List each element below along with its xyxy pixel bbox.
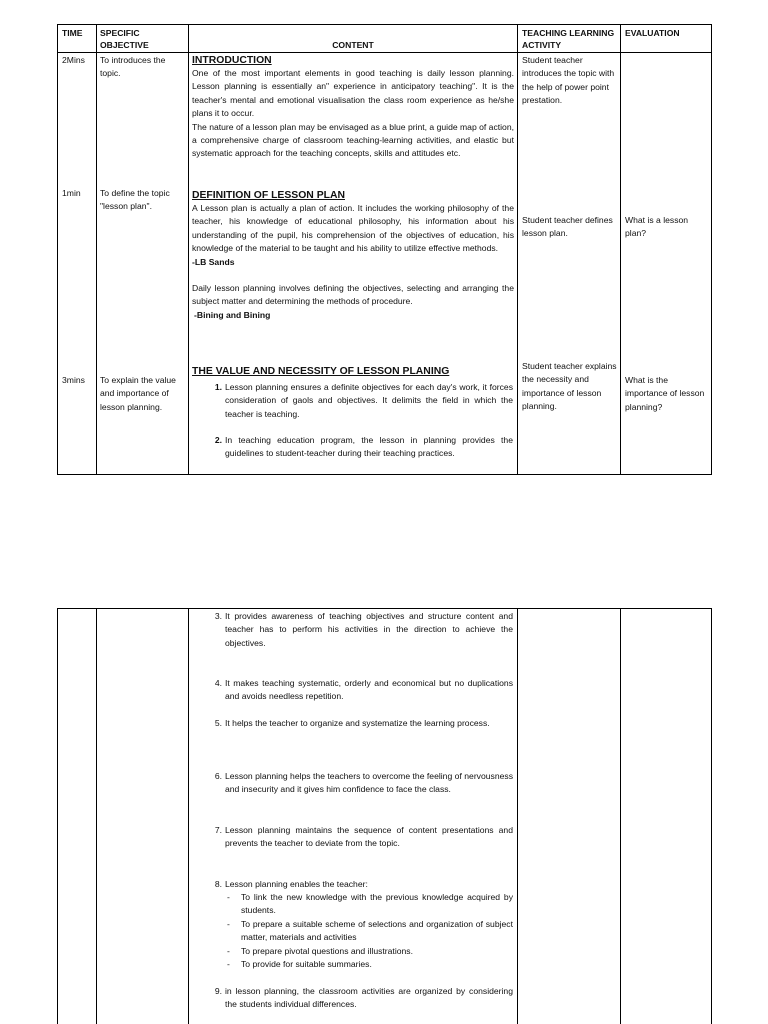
row-objective: To explain the value and importance of lesson planning. — [100, 375, 176, 412]
content-cell — [192, 189, 514, 322]
sub-dash: - — [227, 959, 230, 969]
list-number: 4. — [214, 678, 222, 688]
sub-text: To provide for suitable summaries. — [241, 959, 372, 969]
content-paragraph: Daily lesson planning involves defining the objectives, selecting and arranging the subject matter and determining the methods of procedure. — [192, 283, 514, 307]
row-time: 1min — [62, 188, 81, 198]
list-number: 5. — [214, 718, 222, 728]
citation: -LB Sands — [192, 256, 235, 267]
section-heading: THE VALUE AND NECESSITY OF LESSON PLANING — [192, 366, 450, 377]
sub-item — [227, 958, 513, 971]
list-text: Lesson planning maintains the sequence of content presentations and prevents the teacher to deviate from the topic. — [225, 825, 513, 849]
section-heading: DEFINITION OF LESSON PLAN — [192, 190, 345, 201]
list-number: 2. — [214, 435, 222, 445]
list-item — [214, 770, 513, 797]
list-item — [214, 381, 513, 421]
list-number: 9. — [214, 986, 222, 996]
list-text: Lesson planning enables the teacher: — [225, 879, 368, 889]
list-number: 3. — [214, 611, 222, 621]
header-divider — [58, 52, 711, 53]
list-number: 6. — [214, 771, 222, 781]
list-number: 1. — [214, 382, 222, 392]
row-activity: Student teacher defines lesson plan. — [522, 215, 613, 239]
content-paragraph: A Lesson plan is actually a plan of action. It includes the working philosophy of the teacher, his knowledge of educational philosophy, his information about his understanding of the pupil, his comprehension of the objectives of education, his knowledge of the material to be taught and his ability to utilize effective methods. — [192, 203, 514, 254]
list-item — [214, 717, 513, 730]
list-item — [214, 610, 513, 650]
list-text: Lesson planning helps the teachers to overcome the feeling of nervousness and insecurity and it gives him confidence to face the class. — [225, 771, 513, 795]
list-item — [214, 824, 513, 851]
sub-dash: - — [227, 892, 230, 902]
row-evaluation: What is the importance of lesson planning? — [625, 375, 705, 412]
content-paragraph: The nature of a lesson plan may be envisaged as a blue print, a guide map of action, a comprehensive charge of classroom teaching-learning activities, and elastic but systematic approach for the teaching concepts, skills and attitudes etc. — [192, 121, 514, 159]
content-cell — [192, 54, 514, 161]
header-time: TIME — [62, 28, 83, 38]
sub-item — [227, 918, 513, 945]
row-time: 2Mins — [62, 55, 85, 65]
list-text: It makes teaching systematic, orderly and economical but no duplications and avoids needless repetition. — [225, 678, 513, 702]
list-item — [214, 878, 513, 891]
sub-text: To link the new knowledge with the previous knowledge acquired by students. — [241, 892, 513, 916]
lesson-plan-table-continued — [57, 608, 712, 1024]
list-number: 8. — [214, 879, 222, 889]
list-text: It provides awareness of teaching objectives and structure content and teacher has to perform his activities in the direction to achieve the objectives. — [225, 611, 513, 648]
column-divider — [517, 25, 518, 474]
sub-item — [227, 945, 513, 958]
column-divider — [188, 25, 189, 474]
row-evaluation: What is a lesson plan? — [625, 215, 689, 239]
column-divider — [517, 609, 518, 1024]
sub-dash: - — [227, 946, 230, 956]
list-item — [214, 434, 513, 461]
header-evaluation: EVALUATION — [625, 28, 680, 38]
list-item — [214, 985, 513, 1012]
row-activity: Student teacher explains the necessity and importance of lesson planning. — [522, 361, 617, 412]
content-paragraph: One of the most important elements in good teaching is daily lesson planning. Lesson planning is essentially an" experience in anticipatory teaching". It is the teacher's mental and emotional visualisation the class room experience as he/she plans it to occur. — [192, 68, 514, 119]
sub-text: To prepare a suitable scheme of selections and organization of subject matter, materials and activities — [241, 919, 513, 943]
lesson-plan-table — [57, 24, 712, 475]
header-objective: SPECIFIC OBJECTIVE — [100, 28, 149, 50]
header-activity: TEACHING LEARNING ACTIVITY — [522, 28, 615, 50]
list-text: Lesson planning ensures a definite objectives for each day's work, it forces consideration of gaols and objectives. It delimits the field in which the teacher is teaching. — [225, 382, 513, 419]
row-objective: To introduces the topic. — [100, 55, 166, 79]
column-divider — [96, 25, 97, 474]
column-divider — [620, 609, 621, 1024]
column-divider — [620, 25, 621, 474]
sub-dash: - — [227, 919, 230, 929]
row-activity: Student teacher introduces the topic with the help of power point prestation. — [522, 55, 615, 106]
list-number: 7. — [214, 825, 222, 835]
row-time: 3mins — [62, 375, 85, 385]
list-item — [214, 677, 513, 704]
column-divider — [188, 609, 189, 1024]
header-content: CONTENT — [332, 40, 374, 50]
column-divider — [96, 609, 97, 1024]
list-text: in lesson planning, the classroom activities are organized by considering the students individual differences. — [225, 986, 513, 1010]
list-text: It helps the teacher to organize and systematize the learning process. — [225, 718, 490, 728]
row-objective: To define the topic "lesson plan". — [100, 188, 170, 212]
sub-text: To prepare pivotal questions and illustrations. — [241, 946, 413, 956]
citation: -Bining and Bining — [194, 309, 271, 320]
sub-item — [227, 891, 513, 918]
list-text: In teaching education program, the lesson in planning provides the guidelines to student-teacher during their teaching practices. — [225, 435, 513, 459]
section-heading: INTRODUCTION — [192, 55, 272, 66]
content-cell — [192, 365, 514, 378]
